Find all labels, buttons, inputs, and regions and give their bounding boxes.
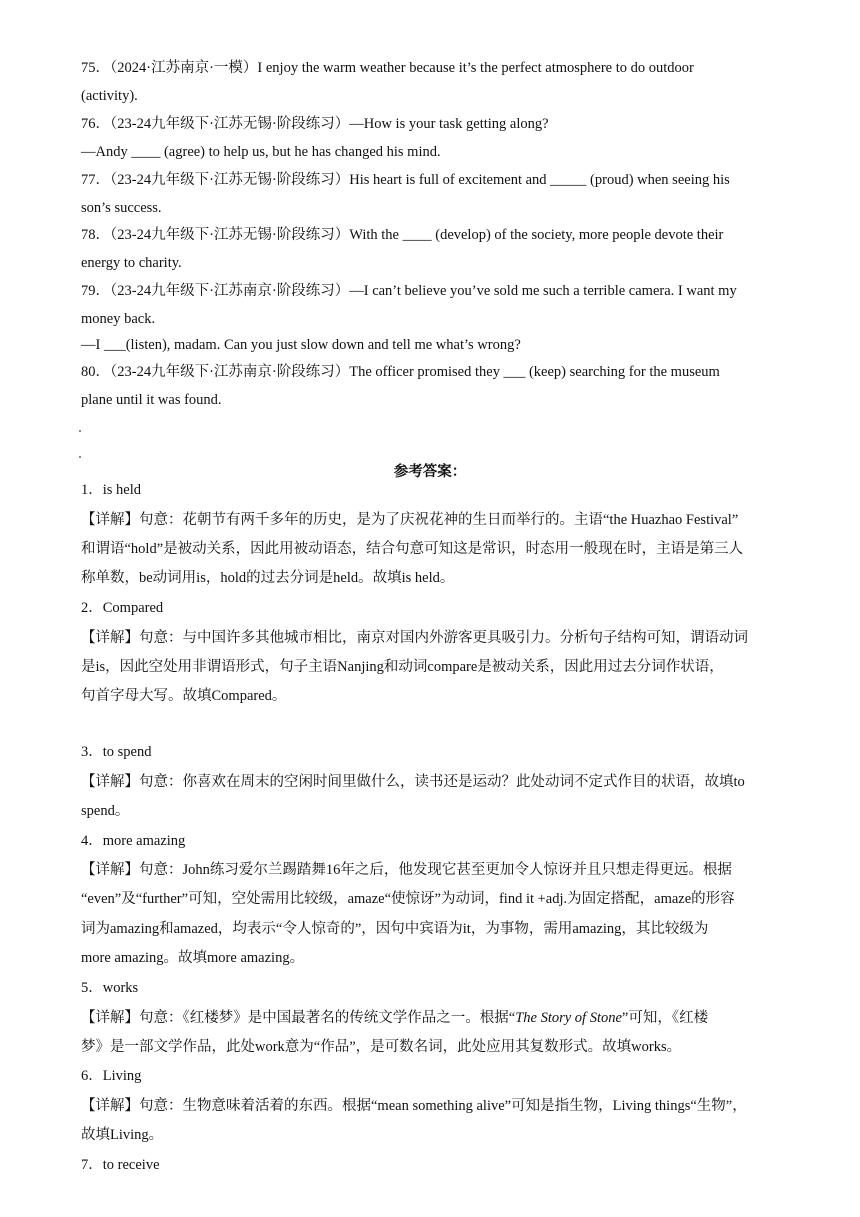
answer-2-line-3: 句首字母大写。故填Compared。 <box>81 688 287 704</box>
answer-1-line-2: 和谓语“hold”是被动关系，因此用被动语态，结合句意可知这是常识，时态用一般现在时，主语是第三人 <box>81 541 744 557</box>
answer-2-line-1: 【详解】句意：与中国许多其他城市相比，南京对国内外游客更具吸引力。分析句子结构可知，谓语动词 <box>81 630 748 646</box>
answer-1-head: 1．is held <box>81 482 142 498</box>
answer-4-line-1: 【详解】句意：John练习爱尔兰踢踏舞16年之后，他发现它甚至更加令人惊讶并且只想走得更远。根据 <box>81 862 732 878</box>
answer-6-head: 6．Living <box>81 1068 142 1084</box>
question-78-line-1: 78．（23-24九年级下·江苏无锡·阶段练习）With the ____ (develop) of the society, more people devote their <box>81 227 724 243</box>
question-75-line-2: (activity). <box>81 88 138 104</box>
question-80-line-2: plane until it was found. <box>81 392 222 408</box>
answer-3-line-2: spend。 <box>81 803 130 819</box>
answer-5-text-a: 【详解】句意：《红楼梦》是中国最著名的传统文学作品之一。根据“ <box>81 1010 516 1026</box>
stray-mark <box>79 456 81 458</box>
question-77-line-2: son’s success. <box>81 200 162 216</box>
answer-4-line-3: 词为amazing和amazed，均表示“令人惊奇的”，因句中宾语为it，为事物，需用amazing，其比较级为 <box>81 921 709 937</box>
answer-1-line-3: 称单数，be动词用is，hold的过去分词是held。故填is held。 <box>81 570 455 586</box>
stray-mark <box>79 430 81 432</box>
answer-5-text-b: ”可知，《红楼 <box>621 1010 709 1026</box>
answer-3-head: 3．to spend <box>81 744 152 760</box>
answer-5-head: 5．works <box>81 980 139 996</box>
answer-7-head: 7．to receive <box>81 1157 160 1173</box>
question-80-line-1: 80．（23-24九年级下·江苏南京·阶段练习）The officer promised they ___ (keep) searching for the museum <box>81 364 720 380</box>
question-77-line-1: 77．（23-24九年级下·江苏无锡·阶段练习）His heart is full of excitement and _____ (proud) when seeing his <box>81 172 730 188</box>
answer-2-head: 2．Compared <box>81 600 164 616</box>
question-78-line-2: energy to charity. <box>81 255 182 271</box>
answer-5-line-2: 梦》是一部文学作品，此处work意为“作品”，是可数名词，此处应用其复数形式。故填works。 <box>81 1039 682 1055</box>
answer-1-line-1: 【详解】句意：花朝节有两千多年的历史，是为了庆祝花神的生日而举行的。主语“the Huazhao Festival” <box>81 512 739 528</box>
answer-5-line-1 <box>81 1008 708 1028</box>
question-76-line-2: —Andy ____ (agree) to help us, but he has changed his mind. <box>81 144 441 160</box>
question-79-line-1: 79．（23-24九年级下·江苏南京·阶段练习）—I can’t believe you’ve sold me such a terrible camera. I want my <box>81 283 737 299</box>
answer-5-italic-title: The Story of Stone <box>515 1010 622 1026</box>
answer-4-line-4: more amazing。故填more amazing。 <box>81 950 305 966</box>
answer-3-line-1: 【详解】句意：你喜欢在周末的空闲时间里做什么，读书还是运动？此处动词不定式作目的状语，故填to <box>81 774 745 790</box>
question-79-line-3: —I ___(listen), madam. Can you just slow down and tell me what’s wrong? <box>81 337 521 353</box>
answer-2-line-2: 是is，因此空处用非谓语形式，句子主语Nanjing和动词compare是被动关系，因此用过去分词作状语， <box>81 659 724 675</box>
answer-6-line-2: 故填Living。 <box>81 1127 164 1143</box>
answer-6-line-1: 【详解】句意：生物意味着活着的东西。根据“mean something alive”可知是指生物，Living things“生物”， <box>81 1098 747 1114</box>
question-76-line-1: 76．（23-24九年级下·江苏无锡·阶段练习）—How is your task getting along? <box>81 116 549 132</box>
question-75-line-1: 75．（2024·江苏南京·一模）I enjoy the warm weather because it’s the perfect atmosphere to do outdoor <box>81 60 694 76</box>
answer-4-line-2: “even”及“further”可知，空处需用比较级，amaze“使惊讶”为动词，find it +adj.为固定搭配，amaze的形容 <box>81 891 735 907</box>
answers-title: 参考答案： <box>393 464 467 480</box>
answer-4-head: 4．more amazing <box>81 833 186 849</box>
question-79-line-2: money back. <box>81 311 156 327</box>
